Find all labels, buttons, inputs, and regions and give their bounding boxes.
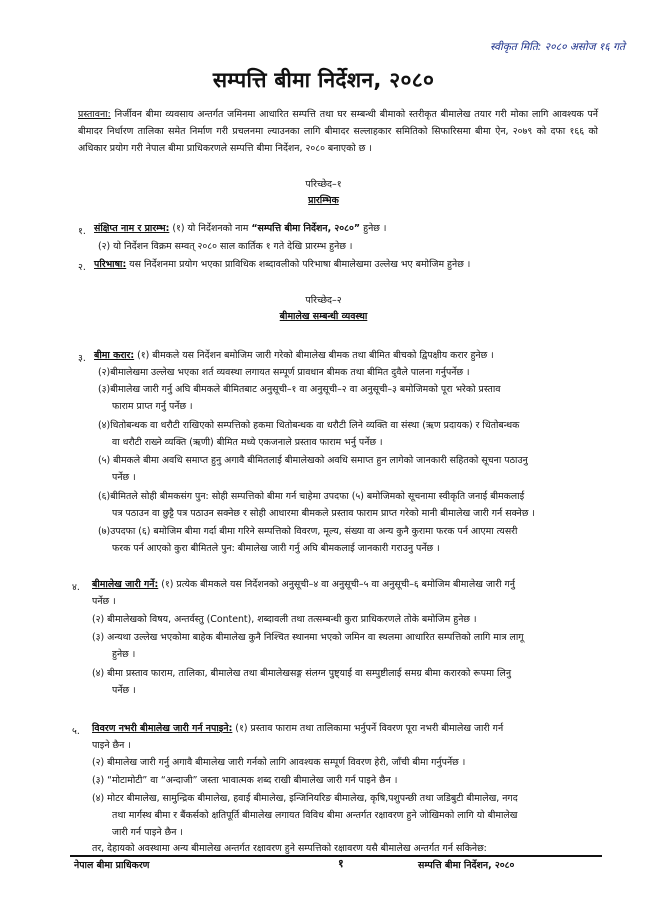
section4-text-b: पर्नेछ ।: [92, 596, 116, 607]
section2-line: [94, 256, 470, 273]
section3-text: (१) बीमकले यस निर्देशन बमोजिम जारी गरेको बीमालेख बीमक तथा बीमित बीचको द्विपक्षीय करार हुनेछ ।: [134, 350, 494, 361]
section2-text: यस निर्देशनमा प्रयोग भएका प्राविधिक शब्दावलीको परिभाषा बीमालेखमा उल्लेख भए बमोजिम हुनेछ ।: [126, 259, 471, 270]
footer-doc-title: सम्पत्ति बीमा निर्देशन, २०८०: [418, 860, 515, 871]
section1-text: (१) यो निर्देशनको नाम: [169, 223, 252, 234]
section4-sub3-a: (३) अन्यथा उल्लेख भएकोमा बाहेक बीमालेख कुनै निश्चित स्थानमा भएको जमिन वा स्थलमा आधारित सम्पत्तिको लागि मात्र लागू: [92, 632, 524, 643]
section5-sub2: (२) बीमालेख जारी गर्नु अगावै बीमालेख जारी गर्नको लागि आवश्यक सम्पूर्ण विवरण हेरी, जाँची बीमा गर्नुपर्नेछ ।: [92, 757, 466, 768]
section5-text-b: पाइने छैन ।: [92, 740, 131, 751]
section3-sub7-a: (७)उपदफा (६) बमोजिम बीमा गर्दा बीमा गरिने सम्पत्तिको विवरण, मूल्य, संख्या वा अन्य कुनै कुरामा फरक पर्न आएमा त्यसरी: [98, 526, 518, 537]
section4-sub3-b: हुनेछ ।: [112, 649, 136, 660]
preamble-text: निर्जीवन बीमा व्यवसाय अन्तर्गत जमिनमा आधारित सम्पत्ति तथा घर सम्बन्धी बीमाको स्तरीकृत बीमालेख तयार गरी मोका लागि आवश्यक पर्ने बीमादर निर्धारण तालिका समेत निर्माण गरी प्रचलनमा ल्याउनका लागि बीमादर सल्लाहकार समितिको सिफारिसमा बीमा ऐन, २०७९ को दफा १६६ को अधिकार प्रयोग गरी नेपाल बीमा प्राधिकरणले सम्पत्ति बीमा निर्देशन, २०८० बनाएको छ ।: [78, 109, 598, 154]
section1-heading: संक्षिप्त नाम र प्रारम्भ:: [94, 223, 170, 234]
section2-number: २.: [78, 262, 86, 273]
section1-sub2: (२) यो निर्देशन विक्रम सम्वत् २०८० साल कार्तिक १ गते देखि प्रारम्भ हुनेछ ।: [98, 241, 353, 252]
section4-sub4-b: पर्नेछ ।: [112, 685, 136, 696]
section5-heading: विवरण नभरी बीमालेख जारी गर्न नपाइने:: [92, 723, 233, 734]
preamble-label: प्रस्तावना:: [78, 109, 111, 120]
section1-name: “सम्पत्ति बीमा निर्देशन, २०८०”: [251, 223, 361, 234]
section3-sub2: (२)बीमालेखमा उल्लेख भएका शर्त व्यवस्था लगायत सम्पूर्ण प्रावधान बीमक तथा बीमित दुवैले पालना गर्नुपर्नेछ ।: [98, 367, 470, 378]
section3-sub5-b: पर्नेछ ।: [112, 472, 136, 483]
section3-sub6-a: (६)बीमितले सोही बीमकसंग पुन: सोही सम्पत्तिको बीमा गर्न चाहेमा उपदफा (५) बमोजिमको सूचनामा स्वीकृति जनाई बीमकलाई: [98, 491, 525, 502]
section5-sub4-b: तथा मार्गस्थ बीमा र बैंकर्सको क्षतिपूर्ति बीमालेख लगायत विविध बीमा अन्तर्गत रक्षावरण हुने जोखिमको लागि यो बीमालेख: [112, 810, 518, 821]
chapter1-title: प्रारम्भिक: [308, 195, 339, 206]
section5-proviso: तर, देहायको अवस्थामा अन्य बीमालेख अन्तर्गत रक्षावरण हुने सम्पत्तिको रक्षावरण यसै बीमालेख अन्तर्गत गर्न सकिनेछ:: [92, 843, 487, 854]
section4-number: ४.: [72, 582, 80, 593]
section1-number: १.: [78, 226, 86, 237]
section5-sub3: (३) “मोटामोटी” वा “अन्दाजी” जस्ता भावात्मक शब्द राखी बीमालेख जारी गर्न पाइने छैन ।: [92, 775, 398, 786]
section1-text-end: हुनेछ ।: [360, 223, 387, 234]
section3-line: [94, 347, 494, 364]
section3-sub3-a: (३)बीमालेख जारी गर्नु अघि बीमकले बीमितबाट अनुसूची–१ वा अनुसूची–२ वा अनुसूची–३ बमोजिमको पूरा भरेको प्रस्ताव: [98, 384, 501, 395]
section5-sub4-c: जारी गर्न पाइने छैन ।: [112, 827, 183, 838]
preamble: [78, 106, 598, 157]
footer-rule: [70, 855, 602, 857]
section4-heading: बीमालेख जारी गर्ने:: [92, 579, 159, 590]
section3-sub4-b: वा धरौटी राख्ने व्यक्ति (ऋणी) बीमित मध्ये एकजनाले प्रस्ताव फाराम भर्नु पर्नेछ ।: [112, 437, 383, 448]
section3-sub3-b: फाराम प्राप्त गर्नु पर्नेछ ।: [112, 401, 193, 412]
chapter2-label: परिच्छेद–२: [305, 295, 342, 306]
section5-number: ५.: [72, 726, 80, 737]
section3-sub7-b: फरक पर्न आएको कुरा बीमितले पुन: बीमालेख जारी गर्नु अघि बीमकलाई जानकारी गराउनु पर्नेछ ।: [112, 543, 440, 554]
chapter2-title: बीमालेख सम्बन्धी व्यवस्था: [279, 311, 368, 322]
section3-sub4-a: (४)धितोबन्धक वा धरौटी राखिएको सम्पत्तिको हकमा धितोबन्धक वा धरौटी लिने व्यक्ति वा संस्था (ऋण प्रदायक) र धितोबन्धक: [98, 420, 520, 431]
section3-heading: बीमा करार:: [94, 350, 135, 361]
section2-heading: परिभाषा:: [94, 259, 127, 270]
section4-text: (१) प्रत्येक बीमकले यस निर्देशनको अनुसूची–४ वा अनुसूची–५ वा अनुसूची–६ बमोजिम बीमालेख जारी गर्नु: [158, 579, 515, 590]
page-number: १: [338, 857, 344, 870]
section5-sub4-a: (४) मोटर बीमालेख, सामुन्द्रिक बीमालेख, हवाई बीमालेख, इन्जिनियरिङ बीमालेख, कृषि,पशुपन्छी तथा जडिबुटी बीमालेख, नगद: [92, 793, 518, 804]
section3-sub5-a: (५) बीमकले बीमा अवधि समाप्त हुनु अगावै बीमितलाई बीमालेखको अवधि समाप्त हुन लागेको जानकारी सहितको सूचना पठाउनु: [98, 455, 528, 466]
section1-line1: [94, 220, 386, 237]
page-title: सम्पत्ति बीमा निर्देशन, २०८०: [212, 68, 435, 92]
chapter1-label: परिच्छेद–१: [305, 179, 342, 190]
section4-line: [92, 576, 515, 593]
section4-sub4-a: (४) बीमा प्रस्ताव फाराम, तालिका, बीमालेख तथा बीमालेखसङ्ग संलग्न पुष्ट्याई वा सम्पुष्टीलाई समग्र बीमा करारको रूपमा लिनु: [92, 668, 512, 679]
approval-date: स्वीकृत मिति: २०८० असोज १६ गते: [490, 41, 625, 53]
section4-sub2: (२) बीमालेखको विषय, अन्तर्वस्तु (Content), शब्दावली तथा तत्सम्बन्धी कुरा प्राधिकरणले तोके बमोजिम हुनेछ ।: [92, 614, 477, 625]
footer-authority: नेपाल बीमा प्राधिकरण: [74, 860, 150, 871]
section3-sub6-b: पत्र पठाउन वा छुट्टै पत्र पठाउन सक्नेछ र सोही आधारमा बीमकले प्रस्ताव फाराम प्राप्त गरेको मानी बीमालेख जारी गर्न सक्नेछ ।: [112, 508, 535, 519]
section5-line: [92, 720, 503, 737]
section5-text: (१) प्रस्ताव फाराम तथा तालिकामा भर्नुपर्ने विवरण पूरा नभरी बीमालेख जारी गर्न: [232, 723, 504, 734]
section3-number: ३.: [78, 353, 86, 364]
